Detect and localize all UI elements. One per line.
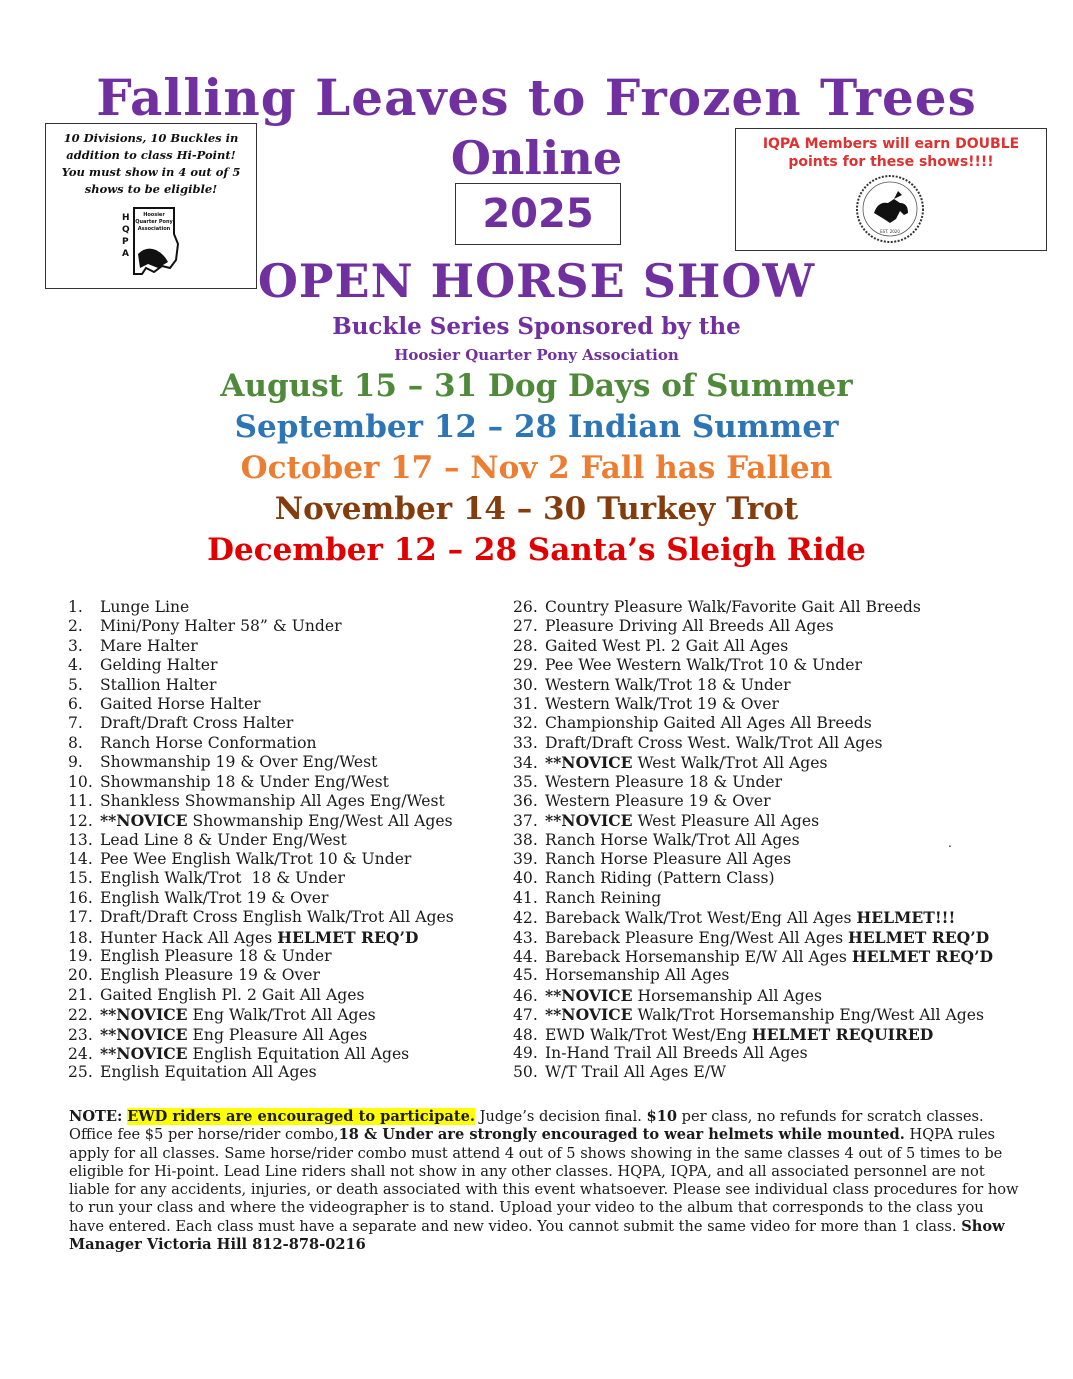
class-name: Pee Wee Western Walk/Trot 10 & Under <box>545 656 862 675</box>
class-name: Showmanship 18 & Under Eng/West <box>100 772 389 791</box>
class-number: 29. <box>513 656 538 675</box>
class-number: 38. <box>513 830 538 849</box>
buckle-info-line: addition to class Hi-Point! <box>66 148 236 162</box>
class-number: 1. <box>68 598 83 616</box>
class-name: Horsemanship All Ages <box>545 966 730 985</box>
novice-tag: **NOVICE <box>100 1043 188 1063</box>
class-number: 17. <box>68 908 93 927</box>
svg-text:Quarter Pony: Quarter Pony <box>135 219 173 225</box>
class-name: Western Pleasure 18 & Under <box>545 772 783 791</box>
class-item <box>513 966 993 985</box>
class-item <box>68 831 454 850</box>
class-name: Bareback Horsemanship E/W All Ages <box>545 948 852 967</box>
class-number: 41. <box>513 888 538 907</box>
date-line-september: September 12 – 28 Indian Summer <box>234 409 839 445</box>
class-number: 36. <box>513 791 538 810</box>
class-number: 18. <box>68 928 93 947</box>
note-fee: $10 <box>646 1108 678 1125</box>
svg-text:Hoosier: Hoosier <box>143 212 165 218</box>
class-item <box>68 753 454 772</box>
date-line-november: November 14 – 30 Turkey Trot <box>274 491 799 527</box>
class-number: 23. <box>68 1025 93 1044</box>
class-item <box>513 831 993 850</box>
svg-text:P: P <box>122 237 129 247</box>
class-number: 28. <box>513 636 538 655</box>
helmet-requirement: HELMET REQ’D <box>848 927 990 947</box>
class-item <box>513 598 993 617</box>
class-name: Bareback Pleasure Eng/West All Ages <box>545 928 849 947</box>
class-name: Ranch Riding (Pattern Class) <box>545 869 775 888</box>
class-item <box>513 714 993 733</box>
class-item <box>513 637 993 656</box>
class-item <box>513 656 993 675</box>
class-name: Gelding Halter <box>100 656 218 675</box>
class-name: Ranch Horse Pleasure All Ages <box>545 850 792 869</box>
helmet-requirement: HELMET!!! <box>856 908 956 928</box>
flyer-title: Falling Leaves to Frozen Trees <box>96 68 977 127</box>
class-item <box>513 908 993 927</box>
novice-tag: **NOVICE <box>100 1024 188 1044</box>
class-name: Showmanship Eng/West All Ages <box>187 812 453 831</box>
class-name: Ranch Reining <box>545 888 662 907</box>
class-number: 42. <box>513 909 538 928</box>
class-list-right <box>513 598 993 1083</box>
class-number: 11. <box>68 791 93 810</box>
class-item <box>68 928 454 947</box>
class-name: West Pleasure All Ages <box>632 812 820 831</box>
iqpa-info-line: IQPA Members will earn DOUBLE <box>762 136 1020 152</box>
class-name: Gaited West Pl. 2 Gait All Ages <box>545 636 789 655</box>
class-item <box>68 1063 454 1082</box>
class-item <box>513 753 993 772</box>
class-item <box>68 656 454 675</box>
helmet-requirement: HELMET REQUIRED <box>751 1024 934 1044</box>
novice-tag: **NOVICE <box>100 811 188 831</box>
note-label: NOTE: <box>69 1108 123 1125</box>
class-item <box>68 966 454 985</box>
class-item <box>513 889 993 908</box>
class-list-left <box>68 598 454 1083</box>
class-number: 20. <box>68 966 93 985</box>
class-name: EWD Walk/Trot West/Eng <box>545 1025 752 1044</box>
class-item <box>68 695 454 714</box>
class-name: W/T Trail All Ages E/W <box>545 1063 727 1082</box>
class-number: 50. <box>513 1063 538 1082</box>
show-heading: OPEN HORSE SHOW <box>257 254 816 308</box>
sponsor-name: Hoosier Quarter Pony Association <box>394 346 679 364</box>
class-name: English Pleasure 19 & Over <box>100 966 320 985</box>
note-helmet: 18 & Under are strongly encouraged to wear helmets while mounted. <box>338 1126 905 1144</box>
class-number: 25. <box>68 1063 93 1082</box>
note-highlight: EWD riders are encouraged to participate. <box>127 1108 475 1125</box>
class-item <box>68 676 454 695</box>
class-name: Hunter Hack All Ages <box>100 928 278 947</box>
class-number: 22. <box>68 1006 93 1025</box>
class-number: 8. <box>68 733 83 752</box>
sponsor-line: Buckle Series Sponsored by the <box>332 313 741 340</box>
class-name: English Equitation All Ages <box>187 1044 410 1063</box>
buckle-info-line: shows to be eligible! <box>84 182 218 196</box>
class-item <box>68 773 454 792</box>
year-box: 2025 <box>455 183 621 245</box>
class-number: 16. <box>68 888 93 907</box>
class-name: Ranch Horse Walk/Trot All Ages <box>545 830 800 849</box>
date-line-december: December 12 – 28 Santa’s Sleigh Ride <box>207 532 866 568</box>
class-number: 34. <box>513 754 538 773</box>
class-number: 24. <box>68 1044 93 1063</box>
class-name: Mini/Pony Halter 58” & Under <box>100 617 342 636</box>
class-number: 45. <box>513 966 538 985</box>
novice-tag: **NOVICE <box>545 753 633 773</box>
class-item <box>513 1005 993 1024</box>
note-paragraph <box>69 1108 1019 1254</box>
class-name: Stallion Halter <box>100 675 217 694</box>
note-text: Judge’s decision final. <box>474 1108 647 1125</box>
helmet-requirement: HELMET REQ’D <box>277 927 419 947</box>
note-text: per class, no refunds for scratch classes. Office fee $5 per horse/rider combo, <box>69 1108 984 1144</box>
class-number: 49. <box>513 1043 538 1062</box>
stray-dot: . <box>948 836 952 850</box>
class-number: 21. <box>68 985 93 1004</box>
class-number: 9. <box>68 753 83 772</box>
class-name: Draft/Draft Cross Halter <box>100 714 294 733</box>
class-item <box>68 908 454 927</box>
class-item <box>68 850 454 869</box>
class-number: 6. <box>68 694 83 713</box>
note-text: HQPA rules apply for all classes. Same horse/rider combo must attend 4 out of 5 shows showing in the same classes 4 out of 5 times to be eligible for Hi-point. Lead Line riders shall not show in any other classes. HQPA, IQPA, and all associated personnel are not liable for any accidents, injuries, or death associated with this event whatsoever. Please see individual class procedures for how to run your class and where the videographer is to stand. Upload your video to the album that corresponds to the class you have entered. Each class must have a separate and new video. You cannot submit the same video for more than 1 class. <box>69 1126 1019 1235</box>
class-number: 47. <box>513 1006 538 1025</box>
buckle-info-line: 10 Divisions, 10 Buckles in <box>63 131 239 145</box>
class-name: Eng Walk/Trot All Ages <box>187 1006 376 1025</box>
class-item <box>513 869 993 888</box>
svg-text:Association: Association <box>137 226 171 232</box>
class-item <box>68 811 454 830</box>
class-item <box>68 637 454 656</box>
class-name: Mare Halter <box>100 636 198 655</box>
iqpa-info-box <box>735 128 1047 251</box>
class-name: Walk/Trot Horsemanship Eng/West All Ages <box>632 1006 984 1025</box>
class-item <box>513 1063 993 1082</box>
class-item <box>68 598 454 617</box>
class-name: English Walk/Trot 18 & Under <box>100 869 345 888</box>
class-item <box>513 617 993 636</box>
class-number: 2. <box>68 617 83 636</box>
iqpa-logo-icon <box>854 173 926 245</box>
class-item <box>513 928 993 947</box>
class-number: 44. <box>513 948 538 967</box>
class-number: 10. <box>68 772 93 791</box>
class-name: Western Walk/Trot 19 & Over <box>545 694 779 713</box>
class-name: Pleasure Driving All Breeds All Ages <box>545 617 834 636</box>
iqpa-info-line: points for these shows!!!! <box>788 154 994 170</box>
class-number: 48. <box>513 1025 538 1044</box>
class-number: 31. <box>513 694 538 713</box>
class-number: 15. <box>68 869 93 888</box>
svg-text:A: A <box>122 249 129 259</box>
class-name: Lunge Line <box>100 598 190 616</box>
class-name: Western Pleasure 19 & Over <box>545 791 771 810</box>
class-item <box>68 889 454 908</box>
class-item <box>68 986 454 1005</box>
class-item <box>513 850 993 869</box>
class-name: Draft/Draft Cross English Walk/Trot All Ages <box>100 908 454 927</box>
date-line-august: August 15 – 31 Dog Days of Summer <box>220 368 853 404</box>
class-name: Gaited English Pl. 2 Gait All Ages <box>100 985 365 1004</box>
class-name: Horsemanship All Ages <box>632 986 822 1005</box>
class-number: 40. <box>513 869 538 888</box>
class-name: West Walk/Trot All Ages <box>632 754 828 773</box>
class-name: Pee Wee English Walk/Trot 10 & Under <box>100 850 412 869</box>
helmet-requirement: HELMET REQ’D <box>851 947 994 967</box>
class-number: 4. <box>68 656 83 675</box>
class-number: 7. <box>68 714 83 733</box>
class-number: 30. <box>513 675 538 694</box>
class-name: Showmanship 19 & Over Eng/West <box>100 753 378 772</box>
class-item <box>68 1005 454 1024</box>
class-item <box>68 1025 454 1044</box>
class-number: 35. <box>513 772 538 791</box>
class-item <box>68 617 454 636</box>
class-number: 39. <box>513 850 538 869</box>
class-number: 14. <box>68 850 93 869</box>
class-name: Country Pleasure Walk/Favorite Gait All Breeds <box>545 598 921 616</box>
show-manager: Show Manager Victoria Hill 812-878-0216 <box>69 1217 1005 1254</box>
novice-tag: **NOVICE <box>100 1005 188 1025</box>
class-number: 43. <box>513 928 538 947</box>
svg-text:Q: Q <box>122 225 130 235</box>
class-item <box>513 734 993 753</box>
class-number: 27. <box>513 617 538 636</box>
class-item <box>68 869 454 888</box>
class-item <box>68 734 454 753</box>
flyer-subtitle: Online <box>450 131 623 185</box>
class-name: Bareback Walk/Trot West/Eng All Ages <box>545 909 857 928</box>
class-name: In-Hand Trail All Breeds All Ages <box>545 1043 808 1062</box>
class-name: Ranch Horse Conformation <box>100 733 317 752</box>
novice-tag: **NOVICE <box>545 811 633 831</box>
class-name: Draft/Draft Cross West. Walk/Trot All Ages <box>545 733 883 752</box>
class-name: English Pleasure 18 & Under <box>100 947 332 966</box>
class-name: Western Walk/Trot 18 & Under <box>545 675 791 694</box>
class-item <box>513 986 993 1005</box>
class-number: 46. <box>513 986 538 1005</box>
class-item <box>68 714 454 733</box>
class-item <box>513 1025 993 1044</box>
class-name: Gaited Horse Halter <box>100 694 261 713</box>
class-item <box>513 695 993 714</box>
class-name: English Equitation All Ages <box>100 1063 317 1082</box>
class-number: 37. <box>513 812 538 831</box>
class-name: Eng Pleasure All Ages <box>187 1025 368 1044</box>
class-number: 19. <box>68 947 93 966</box>
class-number: 32. <box>513 714 538 733</box>
class-number: 13. <box>68 830 93 849</box>
class-item <box>68 947 454 966</box>
iqpa-info-text <box>736 135 1046 171</box>
class-item <box>513 792 993 811</box>
class-item <box>68 1044 454 1063</box>
class-number: 3. <box>68 636 83 655</box>
class-number: 26. <box>513 598 538 616</box>
svg-text:H: H <box>122 213 130 223</box>
novice-tag: **NOVICE <box>545 1005 633 1025</box>
novice-tag: **NOVICE <box>545 985 633 1005</box>
class-number: 12. <box>68 812 93 831</box>
buckle-info-text <box>46 130 256 198</box>
class-item <box>513 676 993 695</box>
class-name: Championship Gaited All Ages All Breeds <box>545 714 872 733</box>
class-name: English Walk/Trot 19 & Over <box>100 888 329 907</box>
class-item <box>513 811 993 830</box>
buckle-info-line: You must show in 4 out of 5 <box>61 165 241 179</box>
class-item <box>68 792 454 811</box>
class-number: 33. <box>513 733 538 752</box>
class-item <box>513 947 993 966</box>
date-line-october: October 17 – Nov 2 Fall has Fallen <box>240 450 833 486</box>
class-number: 5. <box>68 675 83 694</box>
class-name: Lead Line 8 & Under Eng/West <box>100 830 347 849</box>
class-name: Shankless Showmanship All Ages Eng/West <box>100 791 445 810</box>
class-item <box>513 1044 993 1063</box>
svg-text:EST. 2020: EST. 2020 <box>880 229 900 234</box>
class-item <box>513 773 993 792</box>
